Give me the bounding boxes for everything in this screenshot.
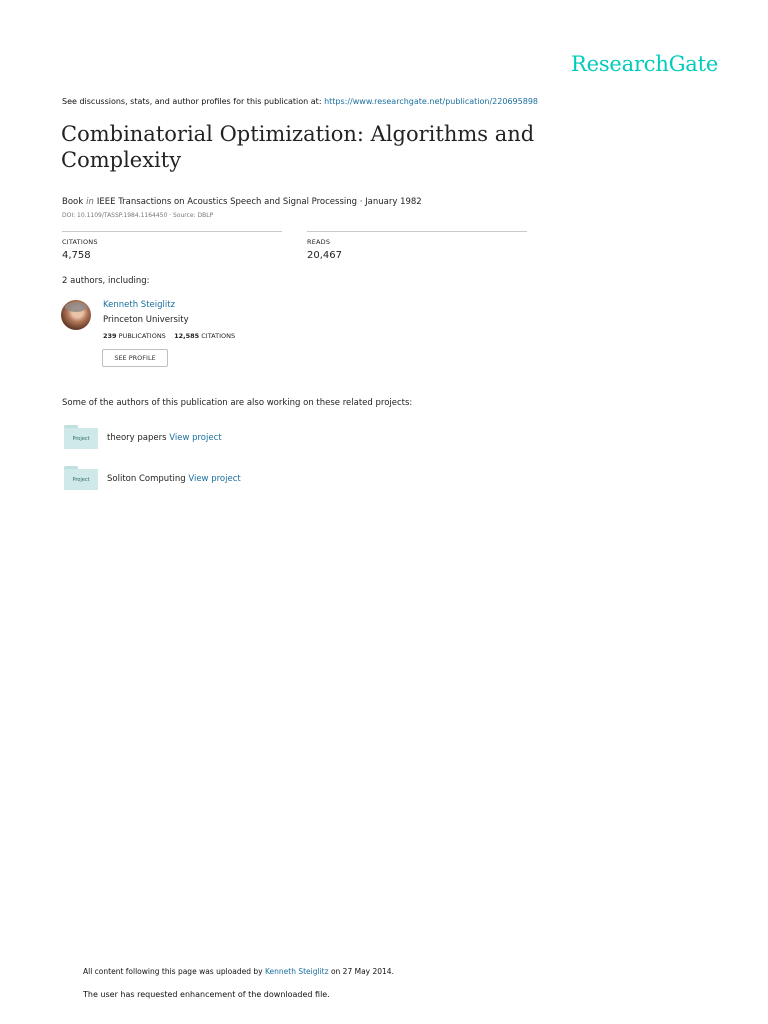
project-folder-icon xyxy=(64,466,98,490)
author-citations-label: CITATIONS xyxy=(201,332,236,340)
project-row-soliton-computing xyxy=(107,474,241,484)
enhancement-notice: The user has requested enhancement of the downloaded file. xyxy=(83,990,330,999)
author-stats xyxy=(103,332,235,340)
project-name: theory papers xyxy=(107,433,167,443)
reads-divider xyxy=(307,231,527,232)
author-citations-count: 12,585 xyxy=(174,332,200,340)
related-projects-heading: Some of the authors of this publication are also working on these related projects: xyxy=(62,398,413,408)
author-name-link[interactable]: Kenneth Steiglitz xyxy=(103,300,176,310)
publication-info xyxy=(62,197,422,207)
folder-label: Project xyxy=(72,476,90,483)
upload-prefix: All content following this page was uploaded by xyxy=(83,967,263,976)
see-discussions-line xyxy=(62,97,538,106)
author-publications-count: 239 xyxy=(103,332,117,340)
view-project-link[interactable]: View project xyxy=(169,433,222,443)
reads-label: READS xyxy=(307,238,331,246)
folder-body xyxy=(64,428,98,449)
journal-date: IEEE Transactions on Acoustics Speech and Signal Processing · January 1982 xyxy=(96,197,422,207)
publication-type: Book xyxy=(62,197,84,207)
author-avatar[interactable] xyxy=(61,300,91,330)
doi-source: DOI: 10.1109/TASSP.1984.1164450 · Source: DBLP xyxy=(62,212,214,219)
citations-divider xyxy=(62,231,282,232)
folder-body xyxy=(64,469,98,490)
researchgate-logo[interactable]: ResearchGate xyxy=(571,52,719,76)
authors-heading: 2 authors, including: xyxy=(62,276,150,286)
project-folder-icon xyxy=(64,425,98,449)
folder-label: Project xyxy=(72,435,90,442)
see-discussions-text: See discussions, stats, and author profiles for this publication at: xyxy=(62,97,322,106)
view-project-link[interactable]: View project xyxy=(188,474,241,484)
in-word: in xyxy=(86,197,94,207)
project-name: Soliton Computing xyxy=(107,474,186,484)
see-profile-button[interactable]: SEE PROFILE xyxy=(102,349,168,367)
uploader-link[interactable]: Kenneth Steiglitz xyxy=(264,967,329,976)
publication-url-link[interactable]: https://www.researchgate.net/publication/220695898 xyxy=(324,97,538,106)
author-publications-label: PUBLICATIONS xyxy=(118,332,166,340)
publication-title: Combinatorial Optimization: Algorithms and Complexity xyxy=(61,122,535,172)
author-institution: Princeton University xyxy=(103,315,189,325)
upload-notice xyxy=(83,967,394,976)
reads-value: 20,467 xyxy=(307,250,342,261)
avatar-hair xyxy=(65,302,87,312)
citations-value: 4,758 xyxy=(62,250,91,261)
project-row-theory-papers xyxy=(107,433,222,443)
citations-label: CITATIONS xyxy=(62,238,98,246)
upload-suffix: on 27 May 2014. xyxy=(330,967,394,976)
